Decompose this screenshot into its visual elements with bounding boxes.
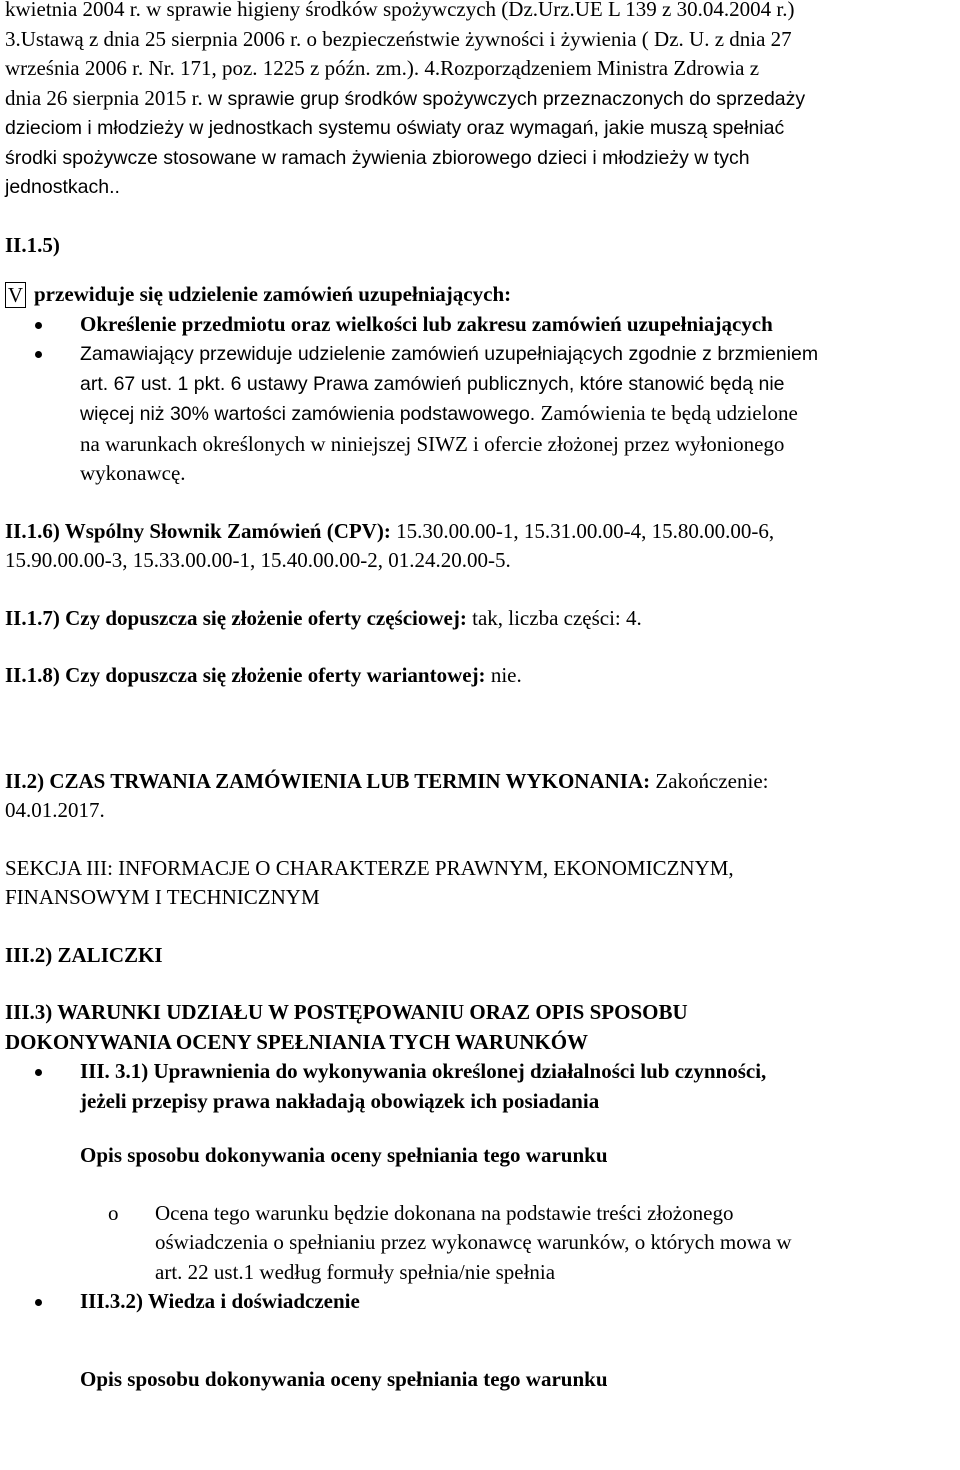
sub-list-item — [5, 1199, 955, 1288]
cpv-codes-1: 15.30.00.00-1, 15.31.00.00-4, 15.80.00.00-6, — [390, 518, 775, 543]
variant-offer-row — [5, 661, 955, 691]
duration-line-1 — [5, 767, 955, 797]
duration-date: 04.01.2017. — [5, 798, 105, 822]
knowledge-heading: III.3.2) Wiedza i doświadczenie — [80, 1289, 360, 1313]
bullet-icon — [35, 351, 42, 358]
document-page — [5, 0, 955, 1394]
licence-line-2: jeżeli przepisy prawa nakładają obowiązek ich posiadania — [80, 1088, 600, 1113]
circle-bullet-icon: o — [108, 1200, 119, 1225]
supplementary-orders-row — [5, 280, 955, 310]
checkbox-checked[interactable]: V — [5, 282, 26, 308]
duration-section — [5, 767, 955, 826]
bullet-icon — [35, 1299, 42, 1306]
cpv-line-1 — [5, 517, 955, 547]
continuation-line-2 — [80, 399, 955, 430]
intro-line-6: środki spożywcze stosowane w ramach żywienia zbiorowego dzieci i młodzieży w tych — [5, 146, 750, 169]
bullet-icon — [35, 322, 42, 329]
cpv-label: II.1.6) Wspólny Słownik Zamówień (CPV): — [5, 518, 391, 543]
continuation-line-2-serif: Zamówienia te będą udzielone — [540, 401, 798, 425]
licence-line-1: III. 3.1) Uprawnienia do wykonywania określonej działalności lub czynności, — [80, 1059, 767, 1083]
variant-offer-label: II.1.8) Czy dopuszcza się złożenie oferty wariantowej: — [5, 663, 486, 687]
intro-line-2: 3.Ustawą z dnia 25 sierpnia 2006 r. o bezpieczeństwie żywności i żywienia ( Dz. U. z dnia 27 — [5, 26, 792, 51]
continuation-line-2-sans: więcej niż 30% wartości zamówienia podstawowego. — [80, 403, 541, 425]
section-heading-ii-1-5: II.1.5) — [5, 232, 60, 257]
intro-line-4-sans: w sprawie grup środków spożywczych przeznaczonych do sprzedaży — [207, 87, 806, 110]
intro-line-5: dzieciom i młodzieży w jednostkach systemu oświaty oraz wymagań, jakie muszą spełniać — [5, 117, 785, 139]
evaluation-method-heading: Opis sposobu dokonywania oceny spełniania tego warunku — [80, 1143, 608, 1167]
list-item — [5, 339, 955, 370]
duration-value: Zakończenie: — [650, 768, 769, 793]
list-item — [5, 310, 955, 340]
advances-heading: III.2) ZALICZKI — [5, 942, 163, 967]
continuation-line-4: wykonawcę. — [80, 461, 186, 485]
intro-line-7: jednostkach.. — [5, 176, 120, 198]
list-item-continuation — [5, 370, 955, 489]
participation-conditions-line-1: III.3) WARUNKI UDZIAŁU W POSTĘPOWANIU ORAZ OPIS SPOSOBU — [5, 1000, 688, 1024]
partial-offer-row — [5, 604, 955, 634]
partial-offer-value: tak, liczba części: 4. — [466, 605, 642, 630]
section-iii-heading — [5, 854, 955, 913]
participation-conditions-line-2: DOKONYWANIA OCENY SPEŁNIANIA TYCH WARUNKÓW — [5, 1029, 589, 1054]
intro-line-1: kwietnia 2004 r. w sprawie higieny środków spożywczych (Dz.Urz.UE L 139 z 30.04.2004 r.) — [5, 0, 795, 21]
continuation-line-3: na warunkach określonych w niniejszej SIWZ i ofercie złożonej przez wyłonionego — [80, 431, 785, 456]
conditions-list — [5, 1057, 955, 1116]
conditions-list-2 — [5, 1287, 955, 1317]
sub-item-line-2: oświadczenia o spełnianiu przez wykonawcę warunków, o których mowa w — [155, 1230, 792, 1254]
intro-line-4 — [5, 84, 955, 115]
intro-paragraph — [5, 0, 955, 203]
cpv-codes-2: 15.90.00.00-3, 15.33.00.00-1, 15.40.00.00-2, 01.24.20.00-5. — [5, 548, 511, 572]
duration-label: II.2) CZAS TRWANIA ZAMÓWIENIA LUB TERMIN WYKONANIA: — [5, 768, 651, 793]
partial-offer-label: II.1.7) Czy dopuszcza się złożenie oferty częściowej: — [5, 605, 467, 630]
list-item-text: Zamawiający przewiduje udzielenie zamówień uzupełniających zgodnie z brzmieniem — [80, 343, 819, 365]
section-iii-line-1: SEKCJA III: INFORMACJE O CHARAKTERZE PRAWNYM, EKONOMICZNYM, — [5, 855, 734, 880]
participation-conditions-heading — [5, 998, 955, 1057]
intro-line-3: września 2006 r. Nr. 171, poz. 1225 z późn. zm.). 4.Rozporządzeniem Ministra Zdrowia z — [5, 56, 760, 80]
sub-item-line-3: art. 22 ust.1 według formuły spełnia/nie spełnia — [155, 1259, 556, 1284]
supplementary-orders-list — [5, 310, 955, 370]
checkbox-label: przewiduje się udzielenie zamówień uzupełniających: — [34, 282, 512, 306]
list-item-text: Określenie przedmiotu oraz wielkości lub zakresu zamówień uzupełniających — [80, 311, 773, 336]
continuation-line-1: art. 67 ust. 1 pkt. 6 ustawy Prawa zamówień publicznych, które stanowić będą nie — [80, 372, 785, 395]
section-iii-line-2: FINANSOWYM I TECHNICZNYM — [5, 885, 320, 909]
list-item — [5, 1057, 955, 1116]
cpv-section — [5, 517, 955, 576]
variant-offer-value: nie. — [485, 663, 522, 687]
evaluation-method-heading-2: Opis sposobu dokonywania oceny spełniania tego warunku — [80, 1366, 608, 1391]
sub-item-line-1: Ocena tego warunku będzie dokonana na podstawie treści złożonego — [155, 1200, 734, 1225]
bullet-icon — [35, 1069, 42, 1076]
intro-line-4-serif: dnia 26 sierpnia 2015 r. — [5, 85, 208, 110]
list-item — [5, 1287, 955, 1317]
